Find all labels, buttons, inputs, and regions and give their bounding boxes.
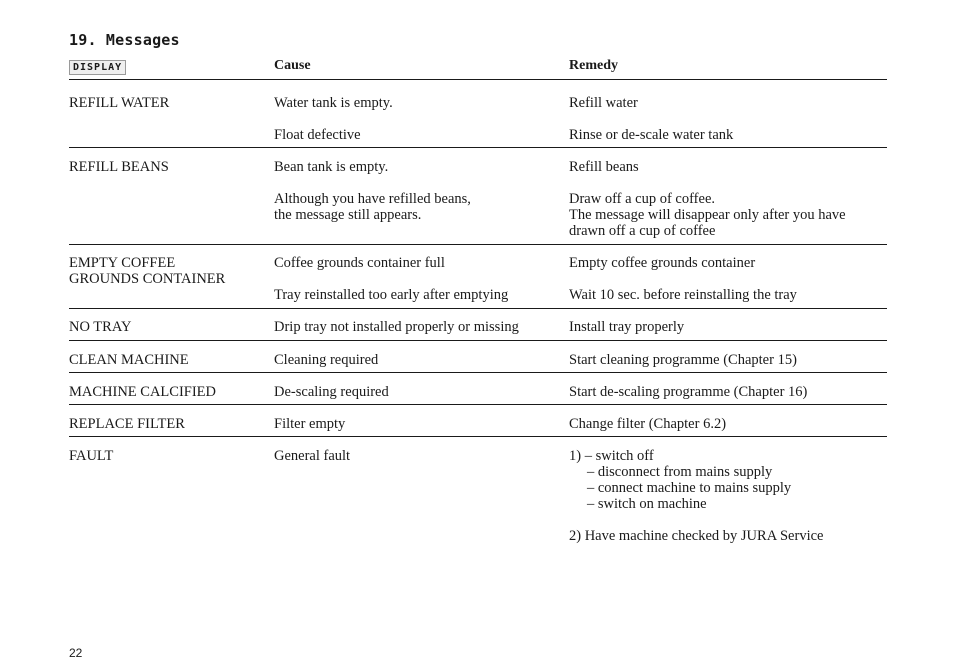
cause-text: Float defective — [274, 127, 361, 143]
remedy-step: – connect machine to mains supply — [587, 480, 792, 496]
remedy-text: Refill water — [569, 95, 638, 111]
remedy-text: Start cleaning programme (Chapter 15) — [569, 352, 797, 368]
remedy-text: Empty coffee grounds container — [569, 255, 756, 271]
cause-text: Water tank is empty. — [274, 95, 393, 111]
table-header — [69, 58, 887, 80]
cause-text: Filter empty — [274, 416, 346, 432]
remedy-column-header: Remedy — [569, 58, 618, 73]
remedy-text: Rinse or de-scale water tank — [569, 127, 734, 143]
cause-text: Cleaning required — [274, 352, 379, 368]
section-title: 19. Messages — [69, 31, 180, 49]
message-row-machine-calcified — [69, 383, 887, 405]
cause-column-header: Cause — [274, 58, 311, 73]
cause-text: Coffee grounds container full — [274, 255, 445, 271]
cause-text: Drip tray not installed properly or missing — [274, 319, 519, 335]
remedy-text: Wait 10 sec. before reinstalling the tray — [569, 287, 797, 303]
message-row-no-tray — [69, 318, 887, 341]
remedy-text: Refill beans — [569, 159, 639, 175]
cause-text: the message still appears. — [274, 207, 422, 223]
remedy-text: The message will disappear only after you have — [569, 207, 846, 223]
remedy-steps — [569, 448, 887, 544]
message-row-refill-water — [69, 94, 887, 148]
message-row-empty-grounds — [69, 254, 887, 309]
message-text: REPLACE FILTER — [69, 416, 185, 432]
cause-text: General fault — [274, 448, 351, 464]
remedy-text: drawn off a cup of coffee — [569, 223, 716, 239]
cause-text: De-scaling required — [274, 384, 389, 400]
message-text: FAULT — [69, 448, 114, 464]
message-text: REFILL BEANS — [69, 159, 169, 175]
remedy-text: Start de-scaling programme (Chapter 16) — [569, 384, 808, 400]
message-text: CLEAN MACHINE — [69, 352, 189, 368]
remedy-step: 1) – switch off — [569, 448, 654, 464]
cause-text: Bean tank is empty. — [274, 159, 389, 175]
remedy-step: – disconnect from mains supply — [587, 464, 773, 480]
remedy-text: Install tray properly — [569, 319, 685, 335]
message-text: REFILL WATER — [69, 95, 170, 111]
message-row-fault — [69, 447, 887, 557]
remedy-text: Change filter (Chapter 6.2) — [569, 416, 727, 432]
message-text: GROUNDS CONTAINER — [69, 271, 226, 287]
message-text: NO TRAY — [69, 319, 132, 335]
message-row-refill-beans — [69, 158, 887, 245]
cause-text: Tray reinstalled too early after emptying — [274, 287, 509, 303]
page-number: 22 — [69, 646, 83, 660]
display-column-label: DISPLAY — [69, 60, 126, 75]
message-row-replace-filter — [69, 415, 887, 437]
remedy-step: – switch on machine — [587, 496, 707, 512]
cause-text: Although you have refilled beans, — [274, 191, 471, 207]
message-text: EMPTY COFFEE — [69, 255, 176, 271]
remedy-text: Draw off a cup of coffee. — [569, 191, 716, 207]
remedy-step: 2) Have machine checked by JURA Service — [569, 528, 824, 544]
message-text: MACHINE CALCIFIED — [69, 384, 217, 400]
message-row-clean-machine — [69, 351, 887, 373]
